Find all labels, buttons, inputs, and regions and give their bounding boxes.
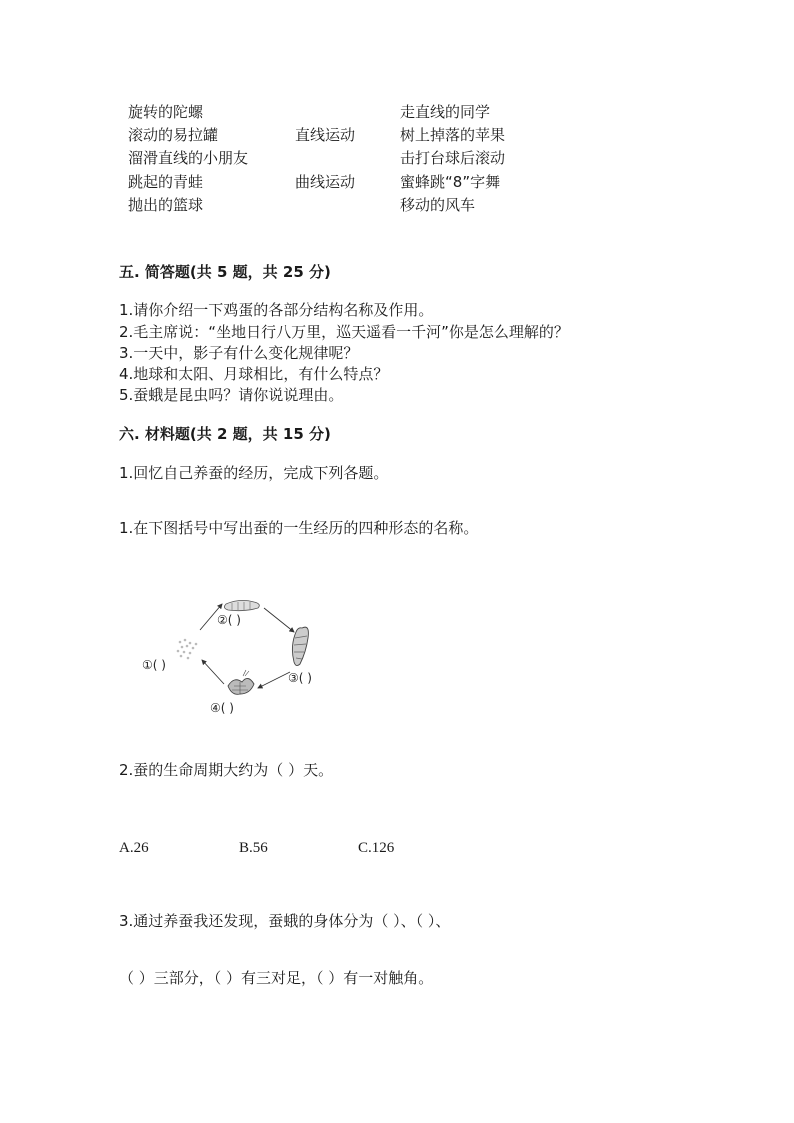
- section5-q3: 3.一天中，影子有什么变化规律呢？: [119, 344, 359, 362]
- middle-item-curve: 曲线运动: [295, 173, 356, 191]
- option-a: A.26: [119, 840, 149, 856]
- section5-q5: 5.蚕蛾是昆虫吗？请你说说理由。: [119, 386, 344, 404]
- section6-q2: 2.蚕的生命周期大约为（ ）天。: [119, 761, 334, 779]
- section6-q1: 1.在下图括号中写出蚕的一生经历的四种形态的名称。: [119, 519, 479, 537]
- right-item-1: 走直线的同学: [400, 103, 491, 121]
- pupa-icon: [292, 627, 308, 665]
- left-item-3: 溜滑直线的小朋友: [128, 149, 249, 167]
- arrow-larva-to-pupa: [264, 608, 294, 632]
- right-item-3: 击打台球后滚动: [400, 149, 506, 167]
- left-item-4: 跳起的青蛙: [128, 173, 204, 191]
- section6-q3-line2: （ ）三部分，（ ）有三对足，（ ）有一对触角。: [119, 969, 434, 987]
- option-b: B.56: [239, 840, 268, 856]
- section6-title: 六. 材料题(共 2 题，共 15 分): [119, 425, 331, 443]
- arrow-pupa-to-moth: [258, 672, 290, 688]
- section6-intro: 1.回忆自己养蚕的经历，完成下列各题。: [119, 464, 389, 482]
- section5-title: 五. 简答题(共 5 题，共 25 分): [119, 263, 331, 281]
- section6-q3-line1: 3.通过养蚕我还发现，蚕蛾的身体分为（ ）、（ ）、: [119, 912, 451, 930]
- label-stage-4: ④( ): [210, 701, 234, 715]
- moth-icon: [228, 670, 254, 694]
- section5-q2: 2.毛主席说：“坐地日行八万里，巡天遥看一千河”你是怎么理解的？: [119, 323, 569, 341]
- left-item-5: 抛出的篮球: [128, 196, 204, 214]
- silkworm-lifecycle-diagram: [140, 590, 360, 720]
- egg-icon: [177, 639, 198, 660]
- larva-icon: [224, 600, 259, 611]
- right-item-4: 蜜蜂跳“8”字舞: [400, 173, 501, 191]
- right-item-5: 移动的风车: [400, 196, 476, 214]
- label-stage-2: ②( ): [217, 613, 241, 627]
- left-item-1: 旋转的陀螺: [128, 103, 204, 121]
- right-item-2: 树上掉落的苹果: [400, 126, 506, 144]
- section5-q4: 4.地球和太阳、月球相比，有什么特点？: [119, 365, 389, 383]
- label-stage-3: ③( ): [288, 671, 312, 685]
- arrow-moth-to-egg: [202, 660, 224, 684]
- section5-q1: 1.请你介绍一下鸡蛋的各部分结构名称及作用。: [119, 301, 434, 319]
- label-stage-1: ①( ): [142, 658, 166, 672]
- middle-item-straight: 直线运动: [295, 126, 356, 144]
- option-c: C.126: [358, 840, 395, 856]
- left-item-2: 滚动的易拉罐: [128, 126, 219, 144]
